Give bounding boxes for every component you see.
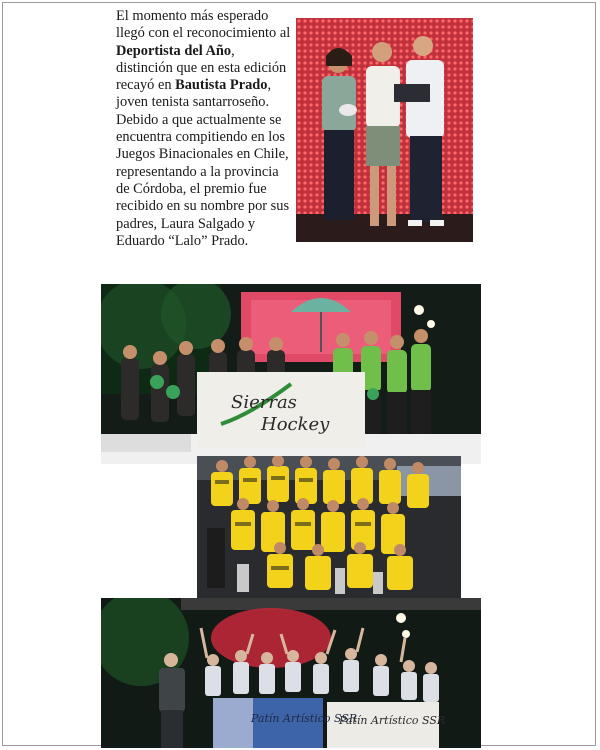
athlete-name: Bautista Prado xyxy=(175,77,268,94)
article-paragraph-1 xyxy=(116,8,294,112)
hockey-banner-text-2: Hockey xyxy=(261,414,330,435)
stage-banner-left-text: Patín Artístico SSR xyxy=(251,712,358,725)
text-run: , distinción que en esta edición recayó en xyxy=(116,42,287,94)
text-run: , joven tenista santarroseño. xyxy=(116,77,272,111)
deportista-del-ano: Deportista del Año xyxy=(116,42,232,59)
stage-banner-right-text: Patín Artístico SSR xyxy=(339,714,446,727)
hockey-team-photo xyxy=(101,284,481,464)
text-run: El momento más esperado llegó con el reconocimiento al xyxy=(116,8,291,42)
article-text xyxy=(116,8,294,250)
article-paragraph-2: Debido a que actualmente se encuentra compitiendo en los Juegos Binacionales en Chile, representando a la provincia de Córdoba, el premio fue recibido en su nombre por sus padres, Laura Salgado y Eduardo “Lalo” Prado. xyxy=(116,111,290,249)
yellow-team-photo xyxy=(197,456,461,598)
award-photo xyxy=(296,18,473,242)
skating-stage-photo xyxy=(101,598,481,748)
hockey-banner-text-1: Sierras xyxy=(231,392,297,413)
